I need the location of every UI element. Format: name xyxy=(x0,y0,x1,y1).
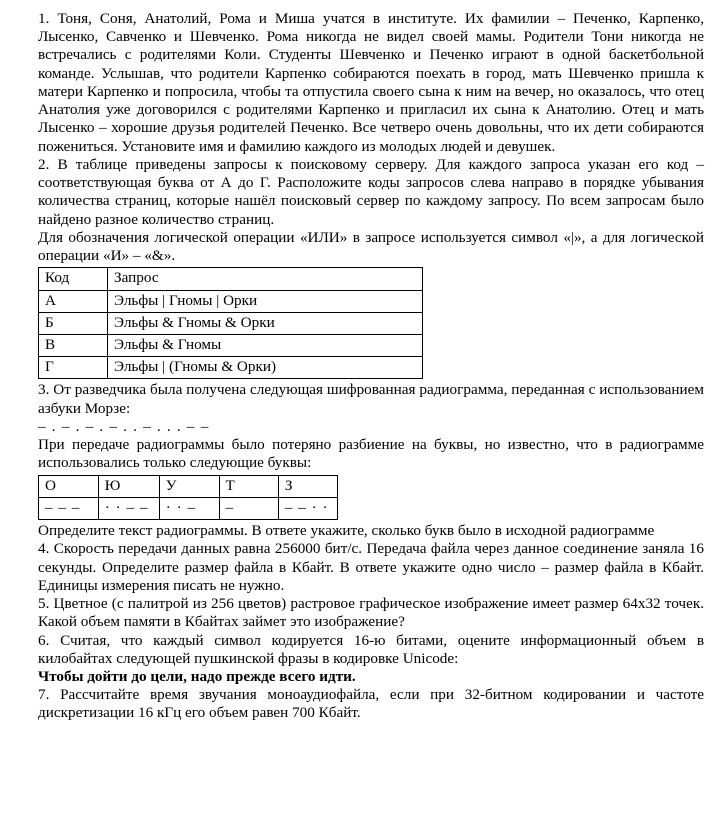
cell-letter: О xyxy=(39,475,99,497)
cell-letter: З xyxy=(278,475,337,497)
column-header-code: Код xyxy=(39,268,108,290)
task-6-phrase: Чтобы дойти до цели, надо прежде всего идти. xyxy=(38,667,356,685)
task-6-text: 6. Считая, что каждый символ кодируется 16-ю битами, оцените информационный объем в килобайтах следующей пушкинской фразы в кодировке Unicode: xyxy=(38,631,704,667)
cell-morse-code: – – · · xyxy=(278,497,337,519)
task-2-note: Для обозначения логической операции «ИЛИ» в запросе используется символ «|», а для логической операции «И» – «&». xyxy=(38,228,704,265)
task-4-text: 4. Скорость передачи данных равна 256000 бит/с. Передача файла через данное соединение заняла 16 секунды. Определите размер файла в Кбайт. В ответе укажите одно число – размер файла в Кбайт. Единицы измерения писать не нужно. xyxy=(38,540,704,594)
task-7-text: 7. Рассчитайте время звучания моноаудиофайла, если при 32-битном кодировании и частоте дискретизации 16 кГц его объем равен 700 Кбайт. xyxy=(38,686,704,722)
table-row-letters xyxy=(39,475,338,497)
cell-query: Эльфы | (Гномы & Орки) xyxy=(108,357,423,379)
cell-code: А xyxy=(39,290,108,312)
cell-morse-code: – xyxy=(219,497,278,519)
cell-morse-code: · · – xyxy=(159,497,219,519)
cell-morse-code: · · – – xyxy=(98,497,159,519)
cell-code: В xyxy=(39,334,108,356)
table-row xyxy=(39,334,423,356)
cell-code: Г xyxy=(39,357,108,379)
cell-morse-code: – – – xyxy=(39,497,99,519)
cell-letter: У xyxy=(159,475,219,497)
task-1-text: 1. Тоня, Соня, Анатолий, Рома и Миша учатся в институте. Их фамилии – Печенко, Карпенко, Лысенко, Савченко и Шевченко. Рома никогда не видел своей мамы. Родители Тони никогда не встречались с родителями Коли. Студенты Шевченко и Печенко играют в одной баскетбольной команде. Услышав, что родители Карпенко собираются поехать в город, мать Шевченко пришла к матери Карпенко и попросила, чтобы та отпустила своего сына к ним на вечер, но оказалось, что отец Анатолия уже договорился с родителями Карпенко и пригласил их сына к Анатолию. Отец и мать Лысенко – хорошие друзья родителей Печенко. Все четверо очень довольны, что их дети собираются пожениться. Установите имя и фамилию каждого из молодых людей и девушек. xyxy=(38,10,704,155)
table-row xyxy=(39,357,423,379)
task-2-text: 2. В таблице приведены запросы к поисковому серверу. Для каждого запроса указан его код – соответствующая буква от А до Г. Расположите коды запросов слева направо в порядке убывания количества страниц, которые нашёл поисковый сервер по каждому запросу. По всем запросам было найдено разное количество страниц. xyxy=(38,155,704,228)
table-row-codes xyxy=(39,497,338,519)
cell-query: Эльфы & Гномы & Орки xyxy=(108,312,423,334)
table-row xyxy=(39,290,423,312)
morse-letters-table xyxy=(38,475,338,520)
table-header-row xyxy=(39,268,423,290)
cell-query: Эльфы & Гномы xyxy=(108,334,423,356)
table-row xyxy=(39,312,423,334)
cell-letter: Т xyxy=(219,475,278,497)
query-code-table xyxy=(38,267,423,379)
task-3-text: 3. От разведчика была получена следующая шифрованная радиограмма, переданная с использованием азбуки Морзе: xyxy=(38,381,704,417)
task-3-note: При передаче радиограммы было потеряно разбиение на буквы, но известно, что в радиограмме использовались только следующие буквы: xyxy=(38,436,704,472)
cell-letter: Ю xyxy=(98,475,159,497)
cell-query: Эльфы | Гномы | Орки xyxy=(108,290,423,312)
task-3-question: Определите текст радиограммы. В ответе укажите, сколько букв было в исходной радиограмме xyxy=(38,522,655,540)
cell-code: Б xyxy=(39,312,108,334)
task-5-text: 5. Цветное (с палитрой из 256 цветов) растровое графическое изображение имеет размер 64x32 точек. Какой объем памяти в Кбайтах займет это изображение? xyxy=(38,595,704,631)
morse-message: – . – . – . – . . – . . . – – xyxy=(38,417,210,435)
column-header-query: Запрос xyxy=(108,268,423,290)
